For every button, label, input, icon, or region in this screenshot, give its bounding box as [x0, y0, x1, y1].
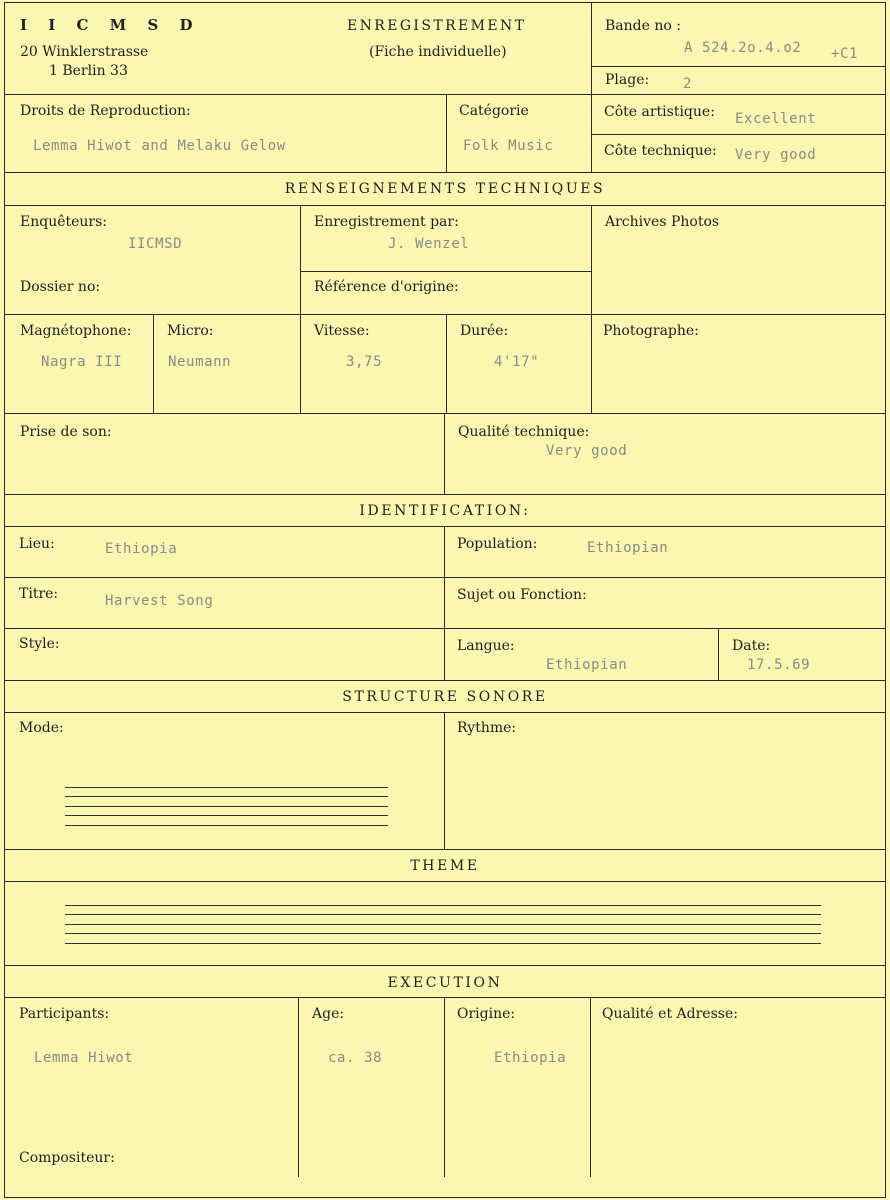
divider: [444, 712, 445, 849]
divider: [4, 314, 886, 315]
lieu-value: Ethiopia: [105, 541, 178, 557]
duree-value: 4'17": [494, 354, 540, 370]
divider: [4, 94, 886, 95]
address-line-1: 20 Winklerstrasse: [20, 44, 149, 60]
date-label: Date:: [732, 638, 771, 654]
magnetophone-value: Nagra III: [41, 354, 123, 370]
cote-technique-value: Very good: [735, 147, 817, 163]
divider: [4, 628, 886, 629]
archives-photos-label: Archives Photos: [605, 214, 720, 230]
participants-label: Participants:: [19, 1006, 110, 1022]
langue-value: Ethiopian: [546, 657, 628, 673]
divider: [4, 849, 886, 850]
lieu-label: Lieu:: [19, 536, 55, 552]
enqueteurs-label: Enquêteurs:: [20, 214, 108, 230]
vitesse-value: 3,75: [346, 354, 383, 370]
divider: [4, 712, 886, 713]
divider: [4, 205, 886, 206]
divider: [298, 997, 299, 1177]
cote-technique-label: Côte technique:: [604, 143, 717, 159]
qualite-adresse-label: Qualité et Adresse:: [602, 1006, 738, 1022]
section-title-execution: EXECUTION: [387, 975, 503, 991]
divider: [591, 134, 885, 135]
population-label: Population:: [457, 536, 538, 552]
age-value: ca. 38: [328, 1050, 383, 1066]
divider: [4, 526, 886, 527]
divider: [4, 1197, 886, 1198]
divider: [300, 205, 301, 413]
duree-label: Durée:: [460, 323, 509, 339]
music-staff-line: [65, 914, 821, 915]
cote-artistique-label: Côte artistique:: [604, 104, 715, 120]
music-staff-line: [65, 796, 388, 797]
population-value: Ethiopian: [587, 540, 669, 556]
origine-label: Origine:: [457, 1006, 516, 1022]
plage-value: 2: [683, 76, 693, 92]
section-title-identification: IDENTIFICATION:: [359, 503, 531, 519]
mode-label: Mode:: [19, 720, 64, 736]
bande-label: Bande no :: [605, 18, 681, 34]
droits-label: Droits de Reproduction:: [20, 103, 191, 119]
divider: [591, 205, 592, 413]
divider: [591, 66, 885, 67]
divider: [4, 680, 886, 681]
form-subtitle: (Fiche individuelle): [369, 44, 507, 60]
dossier-label: Dossier no:: [20, 279, 101, 295]
sujet-label: Sujet ou Fonction:: [457, 587, 587, 603]
divider: [4, 997, 886, 998]
qualite-technique-label: Qualité technique:: [458, 424, 590, 440]
divider: [718, 628, 719, 681]
cote-artistique-value: Excellent: [735, 111, 817, 127]
divider: [4, 577, 886, 578]
divider: [591, 94, 592, 172]
participants-value: Lemma Hiwot: [34, 1050, 134, 1066]
music-staff-line: [65, 905, 821, 906]
enregistrement-par-label: Enregistrement par:: [314, 214, 459, 230]
age-label: Age:: [312, 1006, 345, 1022]
reference-label: Référence d'origine:: [314, 279, 459, 295]
origine-value: Ethiopia: [494, 1050, 567, 1066]
divider: [444, 413, 445, 494]
divider: [153, 314, 154, 413]
divider: [444, 997, 445, 1177]
compositeur-label: Compositeur:: [19, 1150, 115, 1166]
divider: [444, 526, 445, 681]
section-title-structure: STRUCTURE SONORE: [342, 689, 548, 705]
droits-value: Lemma Hiwot and Melaku Gelow: [33, 138, 286, 154]
divider: [4, 494, 886, 495]
music-staff-line: [65, 924, 821, 925]
divider: [4, 172, 886, 173]
enregistrement-par-value: J. Wenzel: [388, 236, 470, 252]
date-value: 17.5.69: [747, 657, 811, 673]
style-label: Style:: [19, 636, 60, 652]
micro-value: Neumann: [168, 354, 232, 370]
prise-de-son-label: Prise de son:: [20, 424, 112, 440]
divider: [300, 271, 591, 272]
form-title: ENREGISTREMENT: [347, 18, 527, 34]
address-line-2: 1 Berlin 33: [49, 63, 128, 79]
langue-label: Langue:: [457, 638, 515, 654]
section-title-theme: THEME: [410, 858, 480, 874]
divider: [446, 314, 447, 413]
photographe-label: Photographe:: [603, 323, 699, 339]
qualite-technique-value: Very good: [546, 443, 628, 459]
music-staff-line: [65, 933, 821, 934]
divider: [590, 997, 591, 1177]
music-staff-line: [65, 943, 821, 944]
titre-label: Titre:: [19, 586, 59, 602]
micro-label: Micro:: [167, 323, 214, 339]
vitesse-label: Vitesse:: [314, 323, 370, 339]
divider: [591, 2, 592, 94]
titre-value: Harvest Song: [105, 593, 214, 609]
divider: [4, 965, 886, 966]
music-staff-line: [65, 825, 388, 826]
divider: [4, 881, 886, 882]
enqueteurs-value: IICMSD: [128, 236, 183, 252]
music-staff-line: [65, 806, 388, 807]
divider: [446, 94, 447, 172]
categorie-label: Catégorie: [459, 103, 529, 119]
divider: [4, 2, 886, 3]
categorie-value: Folk Music: [463, 138, 554, 154]
music-staff-line: [65, 787, 388, 788]
divider: [4, 413, 886, 414]
section-title-techniques: RENSEIGNEMENTS TECHNIQUES: [284, 181, 606, 197]
org-logo: I I C M S D: [20, 16, 201, 34]
music-staff-line: [65, 815, 388, 816]
plage-label: Plage:: [605, 72, 650, 88]
bande-suffix: +C1: [831, 46, 859, 62]
rythme-label: Rythme:: [457, 720, 517, 736]
bande-value: A 524.2o.4.o2: [684, 40, 802, 56]
magnetophone-label: Magnétophone:: [20, 323, 132, 339]
